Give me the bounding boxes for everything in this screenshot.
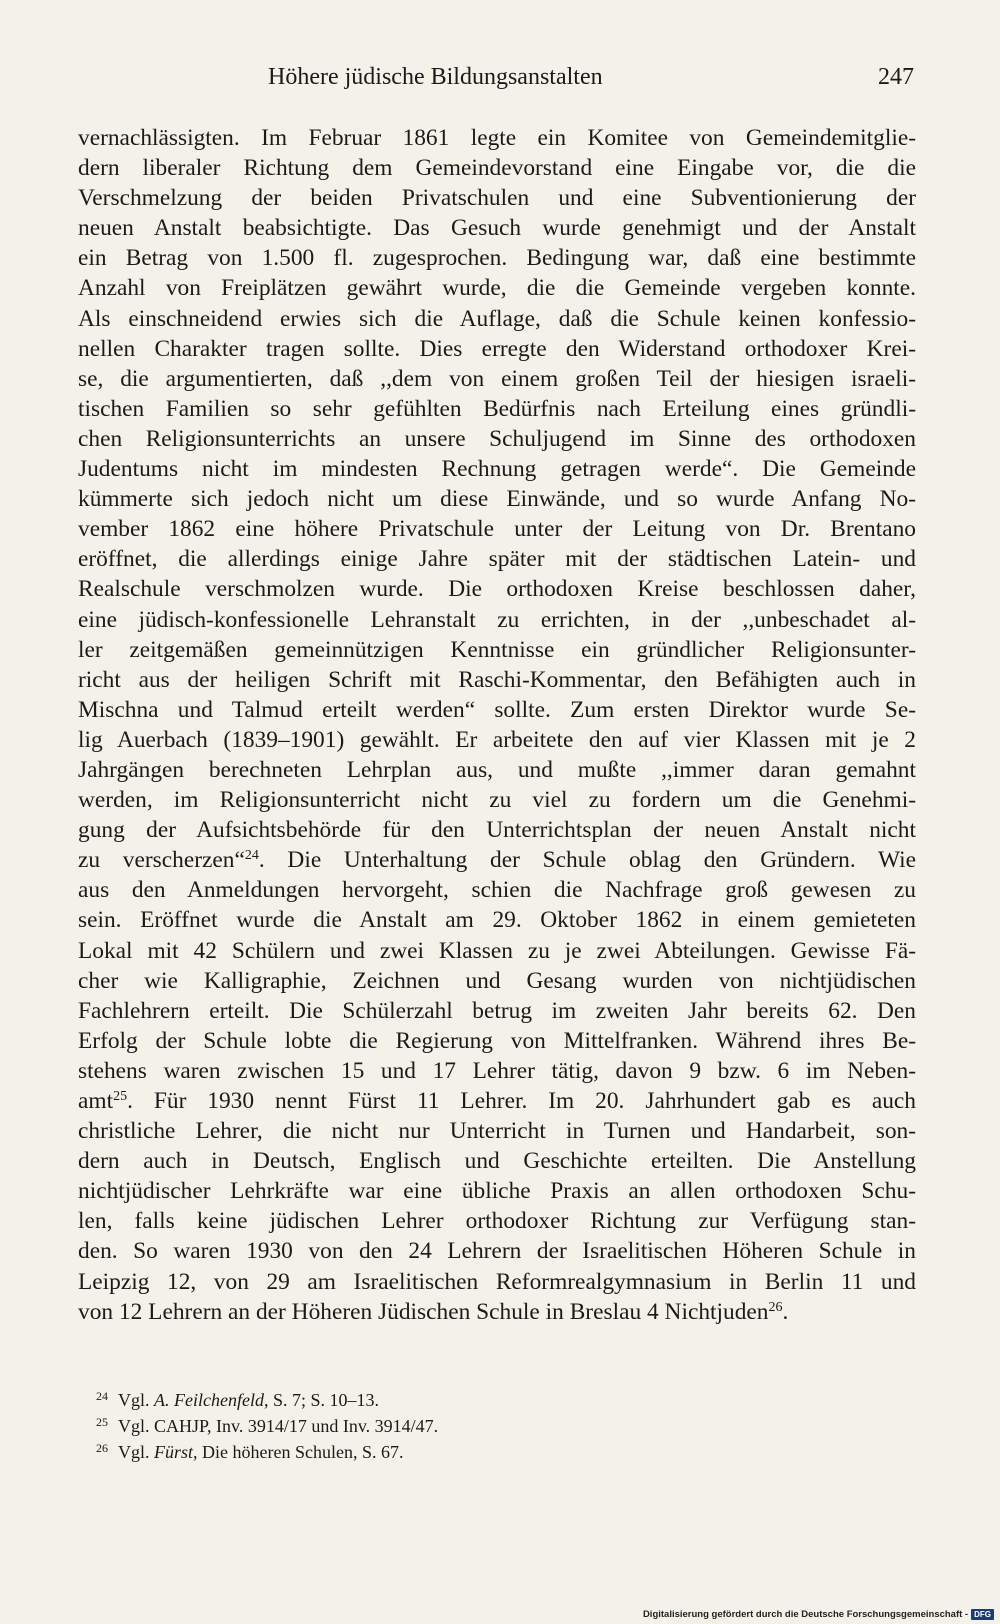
footnote-ref: 26: [768, 1299, 783, 1315]
text-line: kümmerte sich jedoch nicht um diese Einwände, und so wurde Anfang No-: [78, 486, 916, 513]
footnote-prefix: Vgl.: [118, 1442, 154, 1462]
text-line: tischen Familien so sehr gefühlten Bedürfnis nach Erteilung eines gründli-: [78, 395, 916, 422]
footnote: [96, 1435, 796, 1461]
text-line: lig Auerbach (1839–1901) gewählt. Er arbeitete den auf vier Klassen mit je 2: [78, 726, 916, 753]
text-line: se, die argumentierten, daß ,,dem von einem großen Teil der hiesigen israeli-: [78, 365, 916, 392]
text-line: aus den Anmeldungen hervorgeht, schien die Nachfrage groß gewesen zu: [78, 877, 916, 904]
text-line: Lokal mit 42 Schülern und zwei Klassen zu je zwei Abteilungen. Gewisse Fä-: [78, 937, 916, 964]
text-line: ler zeitgemäßen gemeinnützigen Kenntnisse ein gründlicher Religionsunter-: [78, 636, 916, 663]
footnote-author: A. Feilchenfeld: [154, 1390, 264, 1410]
text-line: dern auch in Deutsch, Englisch und Geschichte erteilten. Die Anstellung: [78, 1148, 916, 1175]
text-line: stehens waren zwischen 15 und 17 Lehrer tätig, davon 9 bzw. 6 im Neben-: [78, 1057, 916, 1084]
text-line: zu verscherzen“$^{24}$. Die Unterhaltung der Schule oblag den Gründern. Wie: [78, 847, 916, 874]
footnote-number: 25: [96, 1415, 108, 1429]
text-line: ein Betrag von 1.500 fl. zugesprochen. Bedingung war, daß eine bestimmte: [78, 245, 916, 272]
text-line: len, falls keine jüdischen Lehrer orthodoxer Richtung zur Verfügung stan-: [78, 1208, 916, 1235]
text-line: christliche Lehrer, die nicht nur Unterricht in Turnen und Handarbeit, son-: [78, 1118, 916, 1145]
text-line: Realschule verschmolzen wurde. Die orthodoxen Kreise beschlossen daher,: [78, 576, 916, 603]
footnotes: [96, 1383, 796, 1461]
body-text: [78, 123, 916, 1327]
text-line: Judentums nicht im mindesten Rechnung getragen werde“. Die Gemeinde: [78, 456, 916, 483]
text-line: neuen Anstalt beabsichtigte. Das Gesuch wurde genehmigt und der Anstalt: [78, 215, 916, 242]
text-line: Verschmelzung der beiden Privatschulen und eine Subventionierung der: [78, 185, 916, 212]
text-line: Als einschneidend erwies sich die Auflage, daß die Schule keinen konfessio-: [78, 305, 916, 332]
footnote-ref: 24: [244, 848, 259, 864]
text-line: Fachlehrern erteilt. Die Schülerzahl betrug im zweiten Jahr bereits 62. Den: [78, 997, 916, 1024]
text-line: Erfolg der Schule lobte die Regierung von Mittelfranken. Während ihres Be-: [78, 1027, 916, 1054]
footnote: [96, 1383, 796, 1409]
footnote-rest: , S. 7; S. 10–13.: [263, 1390, 379, 1410]
text-line: von 12 Lehrern an der Höheren Jüdischen Schule in Breslau 4 Nichtjuden$^{26}$.: [78, 1298, 789, 1325]
footnote-ref: 25: [113, 1089, 128, 1104]
text-line: chen Religionsunterrichts an unsere Schuljugend im Sinne des orthodoxen: [78, 425, 916, 452]
text-line: den. So waren 1930 von den 24 Lehrern der Israelitischen Höheren Schule in: [78, 1238, 916, 1265]
text-line: nellen Charakter tragen sollte. Dies erregte den Widerstand orthodoxer Krei-: [78, 335, 916, 362]
page-number: 247: [878, 64, 914, 90]
text-line: dern liberaler Richtung dem Gemeindevorstand eine Eingabe vor, die die: [78, 155, 916, 182]
digitization-notice: [643, 1609, 994, 1620]
digitization-text: Digitalisierung gefördert durch die Deutsche Forschungsgemeinschaft -: [642, 1609, 969, 1620]
text-line: Leipzig 12, von 29 am Israelitischen Reformrealgymnasium in Berlin 11 und: [78, 1268, 916, 1295]
text-line: sein. Eröffnet wurde die Anstalt am 29. Oktober 1862 in einem gemieteten: [78, 907, 916, 934]
footnote-author: Fürst: [154, 1442, 194, 1462]
footnote-prefix: Vgl.: [118, 1390, 154, 1410]
footnote-rest: , Die höheren Schulen, S. 67.: [193, 1442, 404, 1462]
text-line: cher wie Kalligraphie, Zeichnen und Gesang wurden von nichtjüdischen: [78, 967, 916, 994]
running-head: [78, 64, 914, 104]
running-head-title: Höhere jüdische Bildungsanstalten: [268, 64, 603, 90]
footnote-prefix: Vgl. CAHJP, Inv. 3914/17 und Inv. 3914/47.: [118, 1416, 439, 1436]
text-line: eröffnet, die allerdings einige Jahre später mit der städtischen Latein- und: [78, 546, 916, 573]
text-line: Jahrgängen berechneten Lehrplan aus, und mußte ,,immer daran gemahnt: [78, 756, 916, 783]
dfg-logo: DFG: [971, 1609, 994, 1620]
footnote-number: 26: [96, 1441, 108, 1455]
text-line: richt aus der heiligen Schrift mit Raschi-Kommentar, den Befähigten auch in: [78, 666, 916, 693]
text-line: vember 1862 eine höhere Privatschule unter der Leitung von Dr. Brentano: [78, 516, 916, 543]
footnote: [96, 1409, 796, 1435]
text-line: nichtjüdischer Lehrkräfte war eine übliche Praxis an allen orthodoxen Schu-: [78, 1178, 916, 1205]
text-line: werden, im Religionsunterricht nicht zu viel zu fordern um die Genehmi-: [78, 787, 916, 814]
text-line: eine jüdisch-konfessionelle Lehranstalt zu errichten, in der ,,unbeschadet al-: [78, 606, 916, 633]
text-line: amt$^{25}$. Für 1930 nennt Fürst 11 Lehrer. Im 20. Jahrhundert gab es auch: [78, 1088, 916, 1114]
text-line: Mischna und Talmud erteilt werden“ sollte. Zum ersten Direktor wurde Se-: [78, 696, 916, 723]
text-line: vernachlässigten. Im Februar 1861 legte ein Komitee von Gemeindemitglie-: [78, 125, 916, 151]
footnote-number: 24: [96, 1389, 108, 1403]
text-line: Anzahl von Freiplätzen gewährt wurde, die die Gemeinde vergeben konnte.: [78, 275, 916, 302]
text-line: gung der Aufsichtsbehörde für den Unterrichtsplan der neuen Anstalt nicht: [78, 817, 916, 844]
